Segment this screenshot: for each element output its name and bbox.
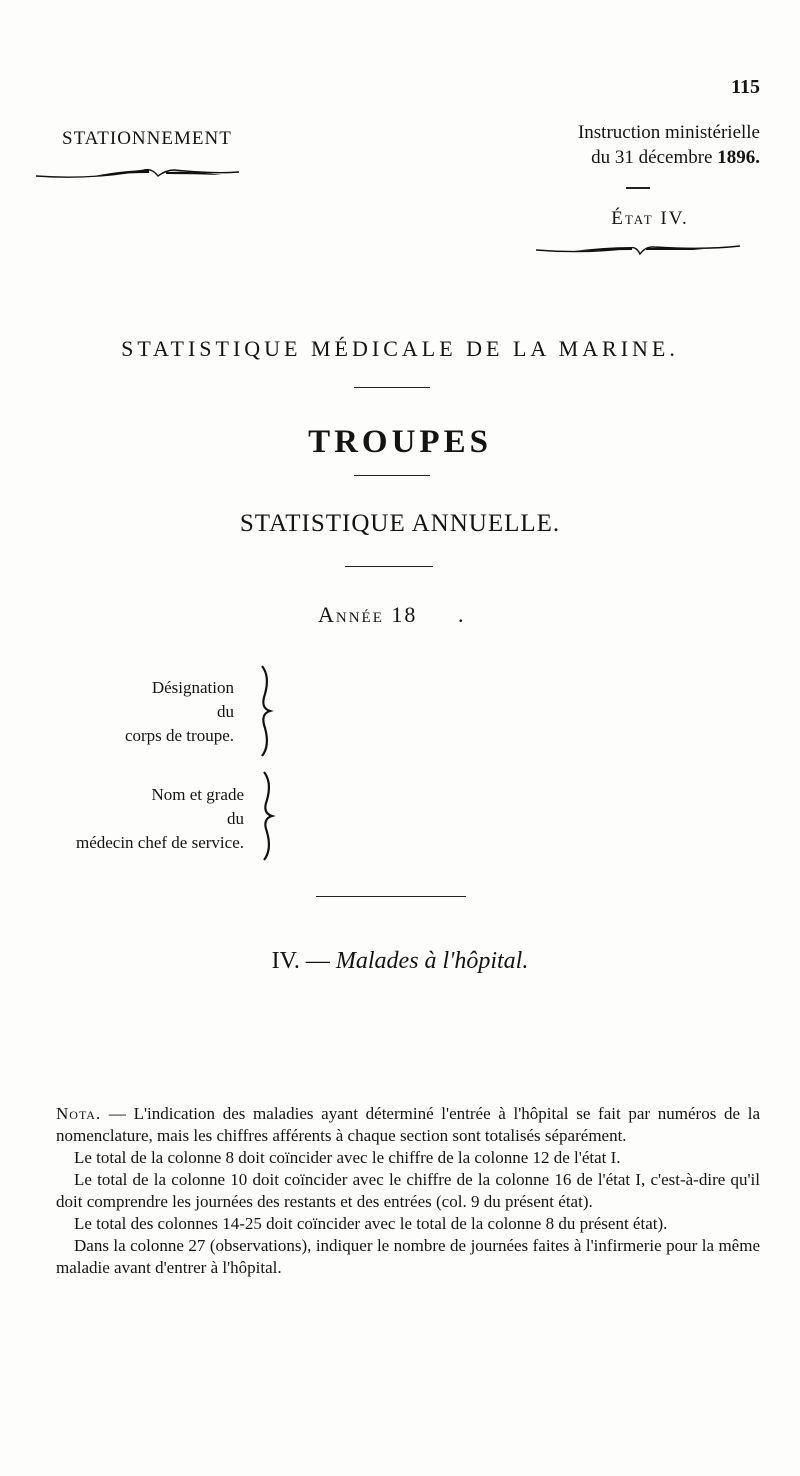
section-title [0, 948, 800, 975]
header-left-ornament [34, 164, 244, 184]
medecin-line-3: médecin chef de service. [75, 833, 244, 852]
main-title: STATISTIQUE MÉDICALE DE LA MARINE. [121, 336, 679, 361]
divider-1 [354, 387, 430, 388]
instruction-line-1: Instruction ministérielle [577, 122, 760, 143]
instruction-line-2 [520, 145, 760, 170]
nota-paragraph-2: Le total de la colonne 8 doit coïncider avec le chiffre de la colonne 12 de l'état I. [74, 1148, 621, 1167]
page-number: 115 [731, 76, 760, 98]
troupes-heading: TROUPES [308, 424, 492, 460]
medecin-brace [258, 770, 278, 862]
designation-line-3: corps de troupe. [124, 726, 234, 745]
etat-label: État IV. [611, 208, 689, 229]
section-number: IV. — [271, 948, 336, 974]
nota-heading: Nota. [56, 1104, 102, 1123]
instruction-date: du 31 décembre [591, 147, 718, 168]
designation-line-2: du [217, 702, 234, 721]
header-right-ornament [534, 240, 744, 260]
header-right-dash [626, 187, 650, 189]
nota-paragraph-1 [56, 1103, 760, 1147]
section-name: Malades à l'hôpital. [335, 948, 529, 974]
annee-trailing: . [458, 602, 464, 627]
medecin-line-1: Nom et grade [151, 785, 244, 804]
divider-4 [316, 896, 466, 897]
medecin-line-2: du [227, 809, 244, 828]
nota-block [56, 1103, 760, 1279]
annee-label: Année 18 [318, 602, 418, 627]
nota-paragraph-5: Dans la colonne 27 (observations), indiquer le nombre de journées faites à l'infirmerie pour la même maladie avant d'entrer à l'hôpital. [56, 1236, 760, 1277]
designation-label [4, 676, 234, 748]
statistique-annuelle-heading: STATISTIQUE ANNUELLE. [239, 510, 561, 537]
header-stationnement: STATIONNEMENT [62, 128, 232, 149]
designation-line-1: Désignation [151, 678, 234, 697]
medecin-label [14, 783, 244, 855]
divider-3 [345, 566, 433, 567]
instruction-reference [520, 120, 760, 170]
divider-2 [354, 475, 430, 476]
instruction-year: 1896. [717, 147, 760, 168]
designation-brace [256, 664, 276, 758]
nota-paragraph-3: Le total de la colonne 10 doit coïncider avec le chiffre de la colonne 16 de l'état I, c'est-à-dire qu'il doit comprendre les journées des restants et des entrées (col. 9 du présent état). [56, 1170, 760, 1211]
nota-paragraph-4: Le total des colonnes 14-25 doit coïncider avec le total de la colonne 8 du présent état). [74, 1214, 668, 1233]
nota-text-1: — L'indication des maladies ayant déterminé l'entrée à l'hôpital se fait par numéros de la nomenclature, mais les chiffres afférents à chaque section sont totalisés séparément. [56, 1104, 761, 1145]
